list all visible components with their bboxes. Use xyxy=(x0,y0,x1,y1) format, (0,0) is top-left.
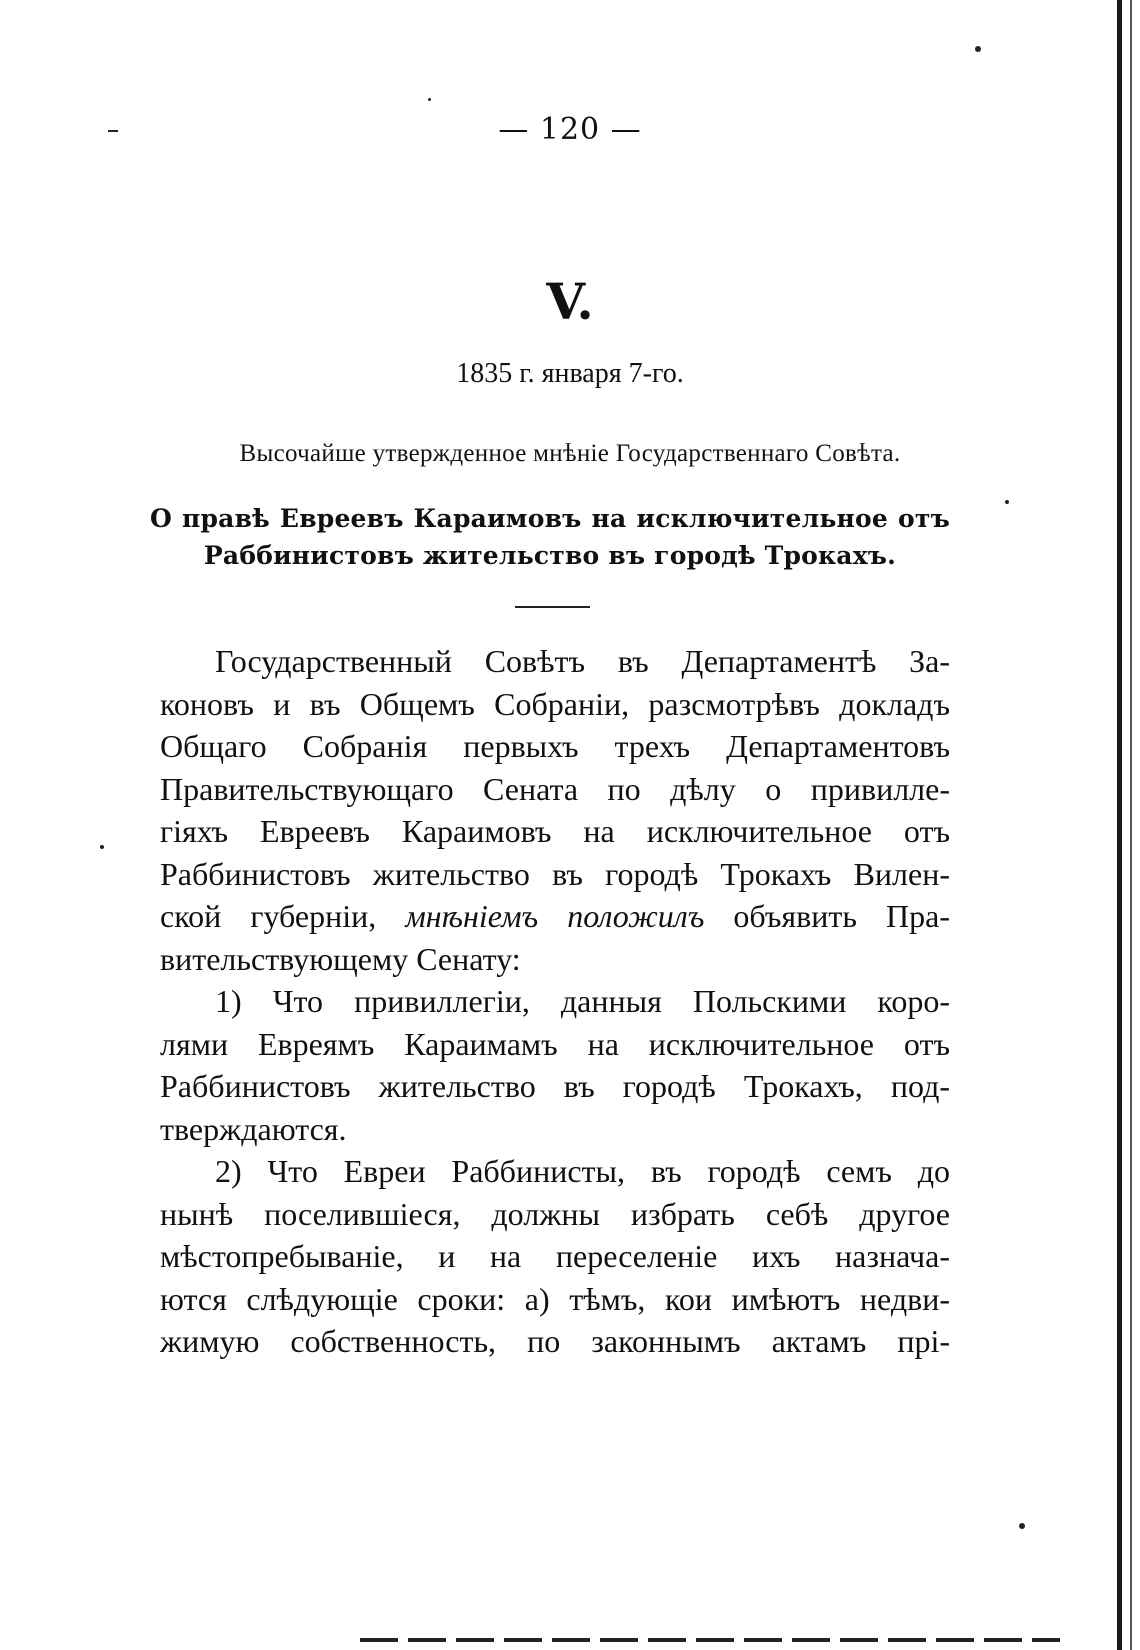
section-separator xyxy=(515,606,590,608)
bottom-scan-border xyxy=(360,1638,1060,1642)
subject-line: О правѣ Евреевъ Караимовъ на исключительное отъ xyxy=(150,504,950,533)
body-line: жимую собственность, по законнымъ актамъ прі- xyxy=(160,1323,950,1359)
scan-speck xyxy=(1019,1523,1025,1529)
body-line: гіяхъ Евреевъ Караимовъ на исключительное отъ xyxy=(160,813,950,849)
body-line: ются слѣдующіе сроки: а) тѣмъ, кои имѣютъ недви- xyxy=(160,1280,950,1317)
subject-line: Раббинистовъ жительство въ городѣ Трокахъ. xyxy=(203,541,897,570)
body-line: 2) Что Евреи Раббинисты, въ городѣ семъ до xyxy=(215,1153,950,1189)
body-line: Правительствующаго Сената по дѣлу о привилле- xyxy=(160,770,950,807)
body-line xyxy=(160,895,950,938)
document-authority: Высочайше утвержденное мнѣніе Государственнаго Совѣта. xyxy=(239,440,901,467)
body-line: нынѣ поселившіеся, должны избрать себѣ другое xyxy=(160,1195,950,1232)
scan-speck xyxy=(975,46,981,52)
body-text xyxy=(160,640,950,1363)
body-line: лями Евреямъ Караимамъ на исключительное отъ xyxy=(160,1025,950,1062)
body-line: вительствующему Сенату: xyxy=(160,940,521,977)
body-line: 1) Что привиллегіи, данныя Польскими коро- xyxy=(215,983,950,1019)
scan-speck xyxy=(100,845,104,849)
body-fragment: ской губерніи, xyxy=(160,898,377,934)
page-number: — 120 — xyxy=(498,112,642,147)
body-line: Раббинистовъ жительство въ городѣ Трокахъ Вилен- xyxy=(160,855,950,892)
body-line: Общаго Собранія первыхъ трехъ Департаментовъ xyxy=(160,728,950,764)
scan-speck xyxy=(1005,500,1009,504)
page-edge-shadow xyxy=(1117,0,1122,1650)
scan-speck xyxy=(428,98,431,101)
body-fragment: объявить Пра- xyxy=(733,898,950,934)
document-date: 1835 г. января 7-го. xyxy=(456,358,684,389)
section-numeral: V. xyxy=(546,272,594,331)
italic-phrase: мнѣніемъ положилъ xyxy=(405,898,705,934)
document-subject xyxy=(150,500,950,574)
body-line: Раббинистовъ жительство въ городѣ Трокахъ, под- xyxy=(160,1068,950,1104)
page-edge-line xyxy=(1130,0,1132,1650)
body-line: тверждаются. xyxy=(160,1110,347,1147)
body-line: Государственный Совѣтъ въ Департаментѣ За- xyxy=(215,643,950,679)
body-line: коновъ и въ Общемъ Собраніи, разсмотрѣвъ докладъ xyxy=(160,685,950,722)
body-line: мѣстопребываніе, и на переселеніе ихъ назнача- xyxy=(160,1238,950,1274)
